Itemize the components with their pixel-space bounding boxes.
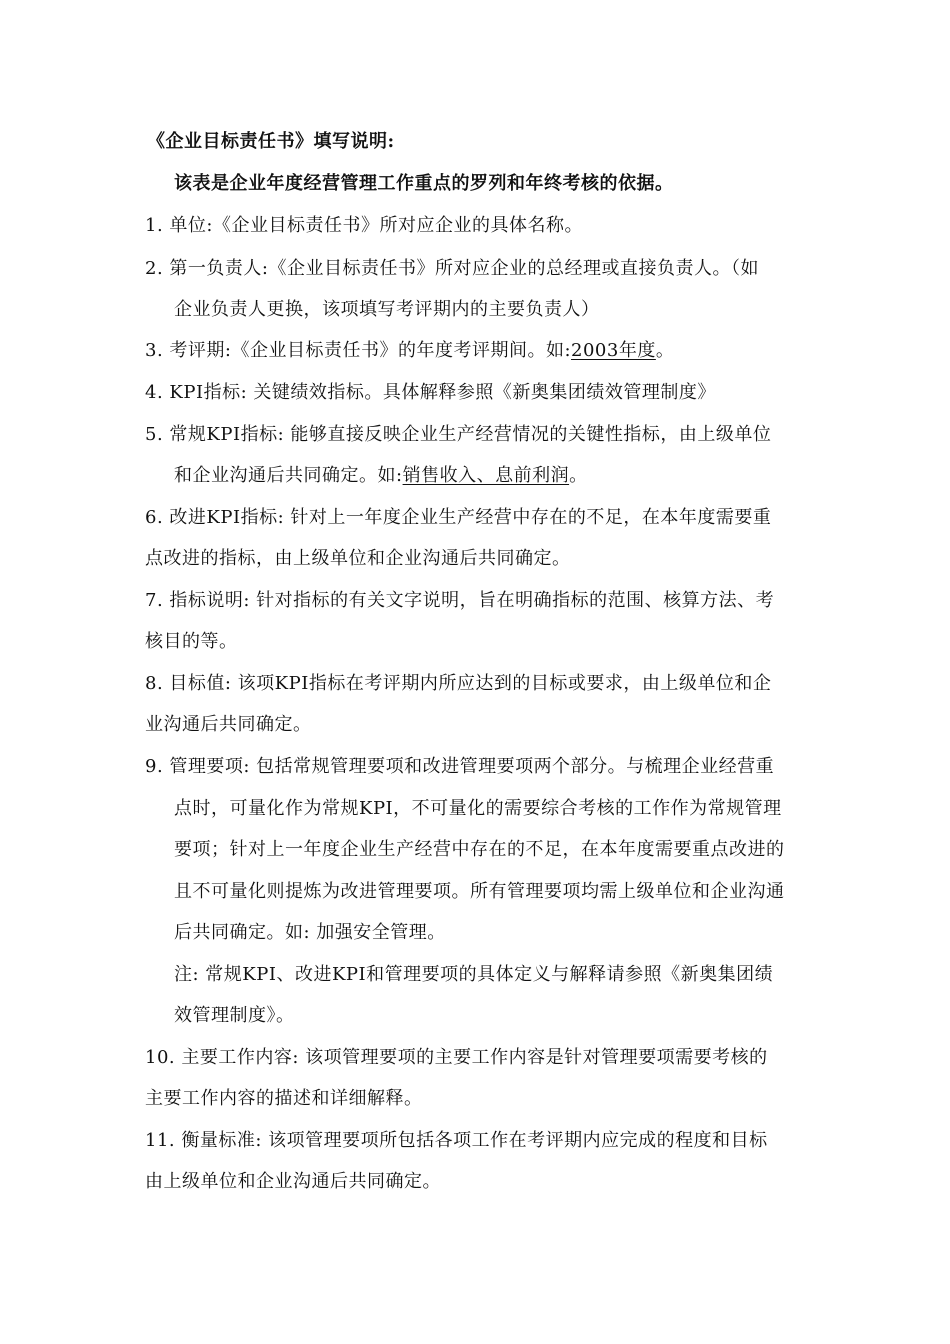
item-2-line-1: 2. 第一负责人:《企业目标责任书》所对应企业的总经理或直接负责人。（如 <box>145 258 759 279</box>
item-11-line-1: 11. 衡量标准: 该项管理要项所包括各项工作在考评期内应完成的程度和目标 <box>145 1130 768 1151</box>
document-title: 《企业目标责任书》填写说明: <box>147 131 395 152</box>
document-subtitle: 该表是企业年度经营管理工作重点的罗列和年终考核的依据。 <box>174 173 674 194</box>
item-9-line-5: 后共同确定。如: 加强安全管理。 <box>174 922 446 943</box>
item-5-line-1: 5. 常规KPI指标: 能够直接反映企业生产经营情况的关键性指标，由上级单位 <box>145 424 772 445</box>
item-5-suffix: 。 <box>569 465 588 486</box>
item-5-example: 销售收入、息前利润 <box>402 465 570 486</box>
item-6-line-1: 6. 改进KPI指标: 针对上一年度企业生产经营中存在的不足，在本年度需要重 <box>145 507 772 528</box>
item-3-example: 2003年度 <box>571 340 656 361</box>
item-10-line-1: 10. 主要工作内容: 该项管理要项的主要工作内容是针对管理要项需要考核的 <box>145 1047 768 1068</box>
item-8-line-1: 8. 目标值: 该项KPI指标在考评期内所应达到的目标或要求，由上级单位和企 <box>145 673 772 694</box>
item-3-text: 3. 考评期:《企业目标责任书》的年度考评期间。如: <box>145 340 572 361</box>
item-11-line-2: 由上级单位和企业沟通后共同确定。 <box>145 1171 441 1192</box>
item-9-note-line-1: 注: 常规KPI、改进KPI和管理要项的具体定义与解释请参照《新奥集团绩 <box>174 964 774 985</box>
item-10-line-2: 主要工作内容的描述和详细解释。 <box>145 1088 423 1109</box>
item-6-line-2: 点改进的指标，由上级单位和企业沟通后共同确定。 <box>145 548 571 569</box>
item-7-line-2: 核目的等。 <box>145 631 238 652</box>
item-4: 4. KPI指标: 关键绩效指标。具体解释参照《新奥集团绩效管理制度》 <box>145 382 716 403</box>
item-9-note-line-2: 效管理制度》。 <box>174 1005 295 1026</box>
item-1: 1. 单位:《企业目标责任书》所对应企业的具体名称。 <box>145 215 583 236</box>
item-7-line-1: 7. 指标说明: 针对指标的有关文字说明，旨在明确指标的范围、核算方法、考 <box>145 590 775 611</box>
item-3 <box>145 338 674 364</box>
item-9-line-3: 要项；针对上一年度企业生产经营中存在的不足，在本年度需要重点改进的 <box>174 839 785 860</box>
item-3-suffix: 。 <box>655 340 675 361</box>
item-9-line-1: 9. 管理要项: 包括常规管理要项和改进管理要项两个部分。与梳理企业经营重 <box>145 756 775 777</box>
item-2-line-2: 企业负责人更换，该项填写考评期内的主要负责人） <box>174 299 600 320</box>
item-8-line-2: 业沟通后共同确定。 <box>145 714 312 735</box>
item-9-line-4: 且不可量化则提炼为改进管理要项。所有管理要项均需上级单位和企业沟通 <box>174 881 785 902</box>
item-5-line-2 <box>174 463 588 489</box>
item-5-text: 和企业沟通后共同确定。如: <box>174 465 403 486</box>
item-9-line-2: 点时，可量化作为常规KPI，不可量化的需要综合考核的工作作为常规管理 <box>174 798 782 819</box>
